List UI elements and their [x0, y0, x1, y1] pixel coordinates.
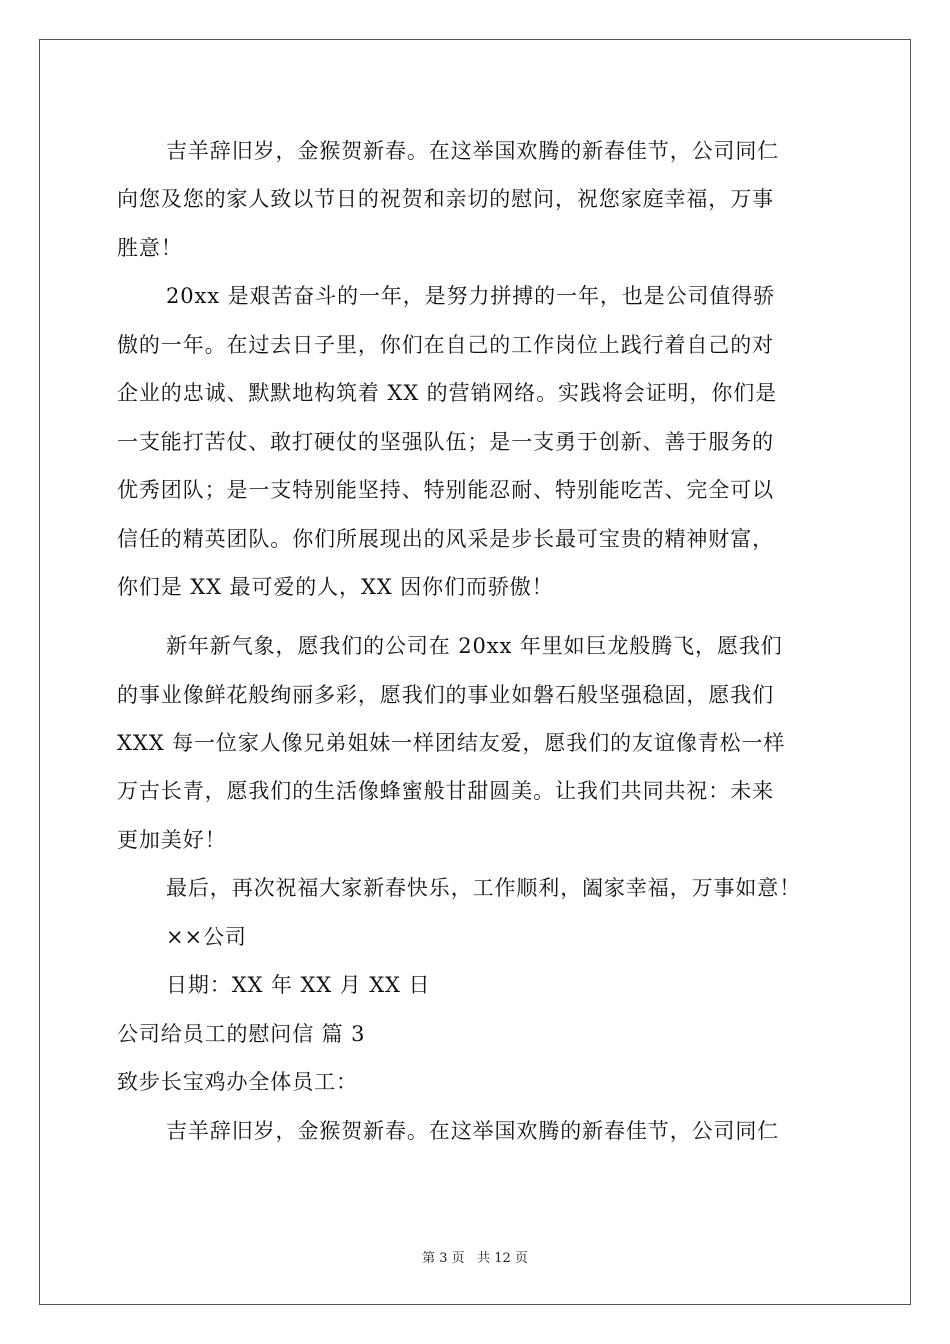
text-line: 吉羊辞旧岁，金猴贺新春。在这举国欢腾的新春佳节，公司同仁 [166, 1119, 780, 1143]
salutation: 致步长宝鸡办全体员工： [117, 1070, 358, 1094]
page-total: 共 12 页 [477, 1251, 528, 1266]
company-signature: ××公司 [166, 925, 247, 949]
text-line: 万古长青，愿我们的生活像蜂蜜般甘甜圆美。让我们共同共祝：未来 [117, 779, 774, 803]
text-line: XXX 每一位家人像兄弟姐妹一样团结友爱，愿我们的友谊像青松一样 [117, 731, 786, 755]
page-border [39, 39, 911, 1305]
text-line: 20xx 是艰苦奋斗的一年，是努力拼搏的一年，也是公司值得骄 [166, 284, 776, 308]
date-line: 日期：XX 年 XX 月 XX 日 [166, 973, 431, 997]
text-line: 向您及您的家人致以节日的祝贺和亲切的慰问，祝您家庭幸福，万事 [117, 187, 774, 211]
text-line: 吉羊辞旧岁，金猴贺新春。在这举国欢腾的新春佳节，公司同仁 [166, 139, 780, 163]
section-heading: 公司给员工的慰问信 篇 3 [117, 1022, 366, 1046]
text-line: 优秀团队；是一支特别能坚持、特别能忍耐、特别能吃苦、完全可以 [117, 478, 774, 502]
text-line: 一支能打苦仗、敢打硬仗的坚强队伍；是一支勇于创新、善于服务的 [117, 430, 774, 454]
text-line: 你们是 XX 最可爱的人，XX 因你们而骄傲！ [117, 575, 554, 599]
text-line: 胜意！ [117, 236, 183, 260]
text-line: 的事业像鲜花般绚丽多彩，愿我们的事业如磐石般坚强稳固，愿我们 [117, 683, 774, 707]
text-line: 傲的一年。在过去日子里，你们在自己的工作岗位上践行着自己的对 [117, 333, 774, 357]
page-number: 第 3 页 [422, 1251, 465, 1266]
text-line: 信任的精英团队。你们所展现出的风采是步长最可宝贵的精神财富， [117, 527, 774, 551]
text-line: 最后，再次祝福大家新春快乐，工作顺利，阖家幸福，万事如意！ [166, 876, 802, 900]
text-line: 企业的忠诚、默默地构筑着 XX 的营销网络。实践将会证明，你们是 [117, 381, 778, 405]
text-line: 新年新气象，愿我们的公司在 20xx 年里如巨龙般腾飞，愿我们 [166, 634, 783, 658]
text-line: 更加美好！ [117, 828, 227, 852]
page-footer [0, 1247, 950, 1266]
